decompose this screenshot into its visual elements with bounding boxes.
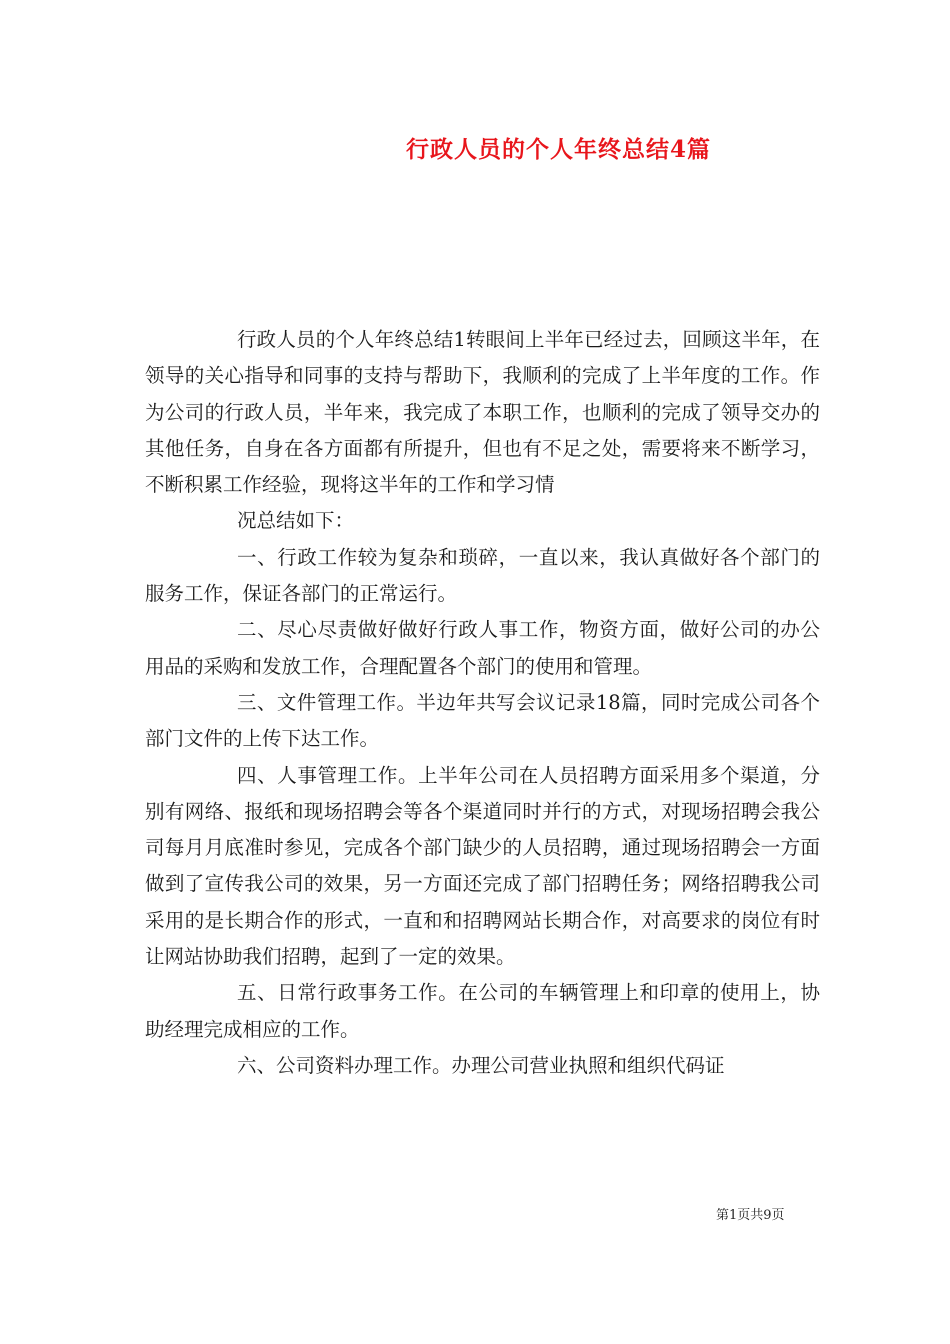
page-indicator: 第1页共9页	[716, 1208, 785, 1223]
paragraph-item-1: 一、行政工作较为复杂和琐碎，一直以来，我认真做好各个部门的服务工作，保证各部门的正常运行。	[145, 545, 820, 606]
paragraph-item-3: 三、文件管理工作。半边年共写会议记录18篇，同时完成公司各个部门文件的上传下达工作。	[145, 690, 820, 751]
paragraph-item-5: 五、日常行政事务工作。在公司的车辆管理上和印章的使用上，协助经理完成相应的工作。	[145, 981, 820, 1041]
paragraph-item-6: 六、公司资料办理工作。办理公司营业执照和组织代码证	[237, 1053, 725, 1077]
document-body	[145, 322, 820, 1084]
document-title: 行政人员的个人年终总结4篇	[405, 136, 711, 163]
paragraph-item-4: 四、人事管理工作。上半年公司在人员招聘方面采用多个渠道，分别有网络、报纸和现场招聘会等各个渠道同时并行的方式，对现场招聘会我公司每月月底准时参见，完成各个部门缺少的人员招聘，通过现场招聘会一方面做到了宣传我公司的效果，另一方面还完成了部门招聘任务；网络招聘我公司采用的是长期合作的形式，一直和和招聘网站长期合作，对高要求的岗位有时让网站协助我们招聘，起到了一定的效果。	[145, 763, 820, 969]
paragraph-summary-lead: 况总结如下：	[237, 509, 355, 533]
paragraph-item-2: 二、尽心尽责做好做好行政人事工作，物资方面，做好公司的办公用品的采购和发放工作，合理配置各个部门的使用和管理。	[145, 618, 820, 678]
paragraph-intro: 行政人员的个人年终总结1转眼间上半年已经过去，回顾这半年，在领导的关心指导和同事的支持与帮助下，我顺利的完成了上半年度的工作。作为公司的行政人员，半年来，我完成了本职工作，也顺利的完成了领导交办的其他任务，自身在各方面都有所提升，但也有不足之处，需要将来不断学习，不断积累工作经验，现将这半年的工作和学习情	[145, 328, 820, 497]
